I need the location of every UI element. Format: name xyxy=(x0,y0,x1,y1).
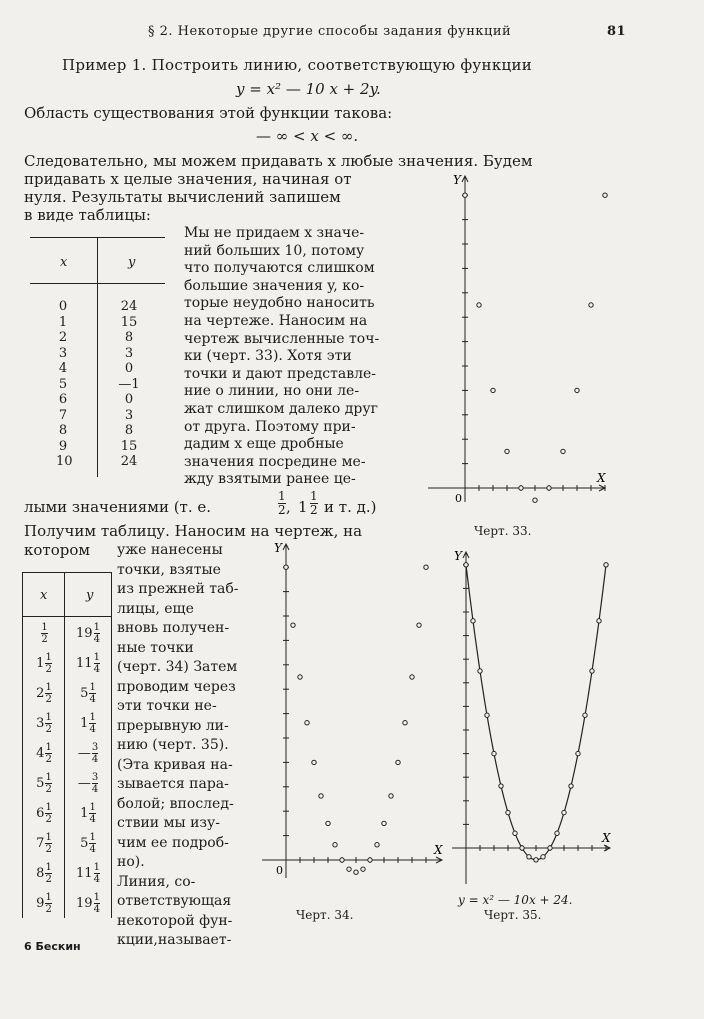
side2-line: вновь получен- xyxy=(117,620,230,636)
data-point xyxy=(485,713,489,717)
x-axis-label: X xyxy=(597,471,606,485)
data-point xyxy=(368,858,372,862)
side-text-2 xyxy=(117,541,239,951)
data-point xyxy=(396,760,400,764)
table2-cell-y: 19 $\frac{1}{4}$ xyxy=(76,622,100,645)
side1-line: ки (черт. 33). Хотя эти xyxy=(184,348,352,365)
data-point xyxy=(347,867,351,871)
table1-cell-y: 8 xyxy=(124,423,134,438)
table1-cell-x: 1 xyxy=(58,314,68,330)
side2-line: нию (черт. 35). xyxy=(117,737,229,753)
data-point xyxy=(291,623,295,627)
side2-line: эти точки не- xyxy=(117,698,217,714)
table1-cell-x: 4 xyxy=(58,361,68,376)
origin-label: 0 xyxy=(276,864,283,877)
side1-line: точки и дают представле- xyxy=(184,365,377,382)
data-point xyxy=(284,565,288,569)
table1-cell-x: 2 xyxy=(58,330,68,345)
table1-cell-x: 8 xyxy=(58,423,68,438)
table2-cell-y: — $\frac{3}{4}$ xyxy=(77,772,99,795)
table2-cell-x: 9 $\frac{1}{2}$ xyxy=(36,892,52,915)
table2-cell-x: 4 $\frac{1}{2}$ xyxy=(36,742,52,765)
footer-signature: 6 Бескин xyxy=(24,940,81,953)
data-point xyxy=(533,498,537,502)
data-point xyxy=(491,388,495,392)
data-point xyxy=(575,388,579,392)
table1-header-x: x xyxy=(60,255,68,270)
data-point xyxy=(471,619,475,623)
side-text-1 xyxy=(184,225,379,489)
para2-line1b: и т. д.) xyxy=(324,498,377,516)
table1-cell-y: 8 xyxy=(124,330,134,345)
fig33-caption: Черт. 33. xyxy=(474,524,532,538)
data-point xyxy=(561,449,565,453)
data-point xyxy=(569,784,573,788)
para2-frac1: 1 2 xyxy=(278,489,286,517)
table1-cell-x: 0 xyxy=(58,299,68,314)
data-point xyxy=(492,751,496,755)
domain-formula: — ∞ < x < ∞. xyxy=(256,127,359,145)
table1-cell-y: 24 xyxy=(120,454,138,469)
y-axis-label: Y xyxy=(274,541,282,555)
data-point xyxy=(361,867,365,871)
side2-line: из прежней таб- xyxy=(117,581,239,597)
y-axis-label: Y xyxy=(454,549,462,563)
para1-line2: придавать x целые значения, начиная от xyxy=(24,170,352,188)
table2-cell-x: 8 $\frac{1}{2}$ xyxy=(36,862,52,885)
x-axis-label: X xyxy=(602,831,611,845)
table-1 xyxy=(30,237,165,477)
para2-frac2: 1 2 xyxy=(310,489,318,517)
side1-line: жат слишком далеко друг xyxy=(184,400,378,417)
data-point xyxy=(562,810,566,814)
x-axis-label: X xyxy=(434,843,443,857)
data-point xyxy=(576,751,580,755)
fig34-caption: Черт. 34. xyxy=(296,908,354,922)
para2-line1a: лыми значениями (т. е. xyxy=(24,498,212,516)
data-point xyxy=(333,843,337,847)
table2-cell-y: 1 $\frac{1}{4}$ xyxy=(80,802,96,825)
table1-cell-y: 3 xyxy=(124,345,134,361)
data-point xyxy=(464,563,468,567)
side2-line: некоторой фун- xyxy=(117,912,233,929)
data-point xyxy=(305,721,309,725)
table-2 xyxy=(22,572,112,918)
side2-line: кции,называет- xyxy=(117,932,232,948)
side2-line: лицы, еще xyxy=(117,600,194,617)
side2-line: прерывную ли- xyxy=(117,717,229,734)
data-point xyxy=(534,858,538,862)
table1-cell-y: 0 xyxy=(124,392,134,407)
side2-line: чим ее подроб- xyxy=(117,834,229,851)
side2-line: точки, взятые xyxy=(117,561,221,578)
data-point xyxy=(555,831,559,835)
table2-cell-y: 11 $\frac{1}{4}$ xyxy=(76,652,100,675)
data-point xyxy=(541,855,545,859)
para1-line1: Следовательно, мы можем придавать x любые значения. Будем xyxy=(24,152,533,170)
data-point xyxy=(477,303,481,307)
data-point xyxy=(382,821,386,825)
data-point xyxy=(298,675,302,679)
domain-line: Область существования этой функции такова: xyxy=(24,104,393,122)
running-header: § 2. Некоторые другие способы задания функций xyxy=(148,24,512,39)
data-point xyxy=(403,721,407,725)
side1-line: что получаются слишком xyxy=(184,260,375,277)
table2-cell-x: 2 $\frac{1}{2}$ xyxy=(36,682,52,705)
side2-line: зывается пара- xyxy=(117,776,229,792)
data-point xyxy=(547,486,551,490)
table1-cell-x: 7 xyxy=(58,407,68,423)
table2-cell-y: 5 $\frac{1}{4}$ xyxy=(80,832,96,855)
data-point xyxy=(319,794,323,798)
data-point xyxy=(603,193,607,197)
side2-line: ные точки xyxy=(117,639,194,656)
table2-cell-y: 5 $\frac{1}{4}$ xyxy=(80,682,96,705)
table2-header-x: x xyxy=(40,588,48,603)
data-point xyxy=(506,810,510,814)
data-point xyxy=(604,563,608,567)
table1-cell-x: 3 xyxy=(58,345,68,361)
origin-label: 0 xyxy=(455,492,462,505)
side1-line: большие значения y, ко- xyxy=(184,277,365,294)
table2-cell-y: 19 $\frac{1}{4}$ xyxy=(76,892,100,915)
table2-header-y: y xyxy=(86,588,94,603)
side1-line: Мы не придаем x значе- xyxy=(184,225,365,241)
side2-line: болой; впослед- xyxy=(117,795,234,812)
data-point xyxy=(548,846,552,850)
side1-line: торые неудобно наносить xyxy=(184,295,375,312)
fig35-caption: Черт. 35. xyxy=(484,908,542,922)
table2-cell-x: 3 $\frac{1}{2}$ xyxy=(36,712,52,735)
data-point xyxy=(519,486,523,490)
page-number: 81 xyxy=(607,24,627,39)
fig35-equation: y = x² — 10x + 24. xyxy=(458,893,573,907)
parabola-curve xyxy=(466,565,606,860)
side1-line: чертеж вычисленные точ- xyxy=(184,330,380,347)
side1-line: от друга. Поэтому при- xyxy=(184,418,356,435)
data-point xyxy=(312,760,316,764)
table1-cell-y: 15 xyxy=(120,314,138,330)
data-point xyxy=(597,619,601,623)
data-point xyxy=(326,821,330,825)
table1-cell-x: 9 xyxy=(58,438,68,454)
data-point xyxy=(590,669,594,673)
side2-line: (Эта кривая на- xyxy=(117,756,233,773)
data-point xyxy=(375,843,379,847)
table1-cell-y: 24 xyxy=(120,299,138,314)
y-axis-label: Y xyxy=(453,173,461,187)
data-point xyxy=(340,858,344,862)
side2-line: ответствующая xyxy=(117,893,232,909)
data-point xyxy=(520,846,524,850)
side2-line: проводим через xyxy=(117,678,236,695)
data-point xyxy=(513,831,517,835)
side1-line: ние о линии, но они ле- xyxy=(184,383,360,400)
data-point xyxy=(424,565,428,569)
figure-35 xyxy=(450,538,640,918)
table2-cell-y: — $\frac{3}{4}$ xyxy=(77,742,99,765)
side1-line: жду взятыми ранее це- xyxy=(184,471,356,488)
table2-cell-x: 5 $\frac{1}{2}$ xyxy=(36,772,52,795)
para1-line4: в виде таблицы: xyxy=(24,206,151,224)
data-point xyxy=(499,784,503,788)
side1-line: значения посредине ме- xyxy=(184,453,366,470)
data-point xyxy=(417,623,421,627)
data-point xyxy=(410,675,414,679)
table2-cell-x: 7 $\frac{1}{2}$ xyxy=(36,832,52,855)
table1-cell-x: 10 xyxy=(56,454,73,469)
table1-cell-y: 15 xyxy=(120,438,138,454)
para1-line3: нуля. Результаты вычислений запишем xyxy=(24,188,341,206)
side2-line: ствии мы изу- xyxy=(117,815,220,831)
table1-header-y: y xyxy=(128,255,136,270)
table1-cell-y: 0 xyxy=(124,361,134,376)
data-point xyxy=(583,713,587,717)
example-title: Пример 1. Построить линию, соответствующую функции xyxy=(62,56,533,74)
data-point xyxy=(389,794,393,798)
data-point xyxy=(463,193,467,197)
table2-cell-x: $\frac{1}{2}$ xyxy=(41,622,48,645)
table1-cell-x: 6 xyxy=(58,392,68,407)
data-point xyxy=(527,855,531,859)
figure-34 xyxy=(262,538,452,938)
para2-line3: котором xyxy=(24,541,91,559)
side2-line: но). xyxy=(117,854,145,870)
table2-cell-x: 1 $\frac{1}{2}$ xyxy=(36,652,52,675)
data-point xyxy=(589,303,593,307)
side2-line: Линия, со- xyxy=(117,873,196,890)
para2-line2: Получим таблицу. Наносим на чертеж, на xyxy=(24,522,363,540)
data-point xyxy=(505,449,509,453)
data-point xyxy=(478,669,482,673)
side2-line: уже нанесены xyxy=(117,542,223,558)
data-point xyxy=(354,870,358,874)
table2-cell-y: 1 $\frac{1}{4}$ xyxy=(80,712,96,735)
side1-line: дадим x еще дробные xyxy=(184,436,344,453)
table1-cell-x: 5 xyxy=(58,376,68,392)
table2-cell-y: 11 $\frac{1}{4}$ xyxy=(76,862,100,885)
side1-line: ний больших 10, потому xyxy=(184,242,365,259)
example-formula: y = x² — 10 x + 2y. xyxy=(236,80,381,98)
table2-cell-x: 6 $\frac{1}{2}$ xyxy=(36,802,52,825)
side2-line: (черт. 34) Затем xyxy=(117,659,238,675)
table1-cell-y: 3 xyxy=(124,407,134,423)
table1-cell-y: —1 xyxy=(118,376,140,392)
figure-33 xyxy=(420,170,610,550)
side1-line: на чертеже. Наносим на xyxy=(184,312,368,329)
